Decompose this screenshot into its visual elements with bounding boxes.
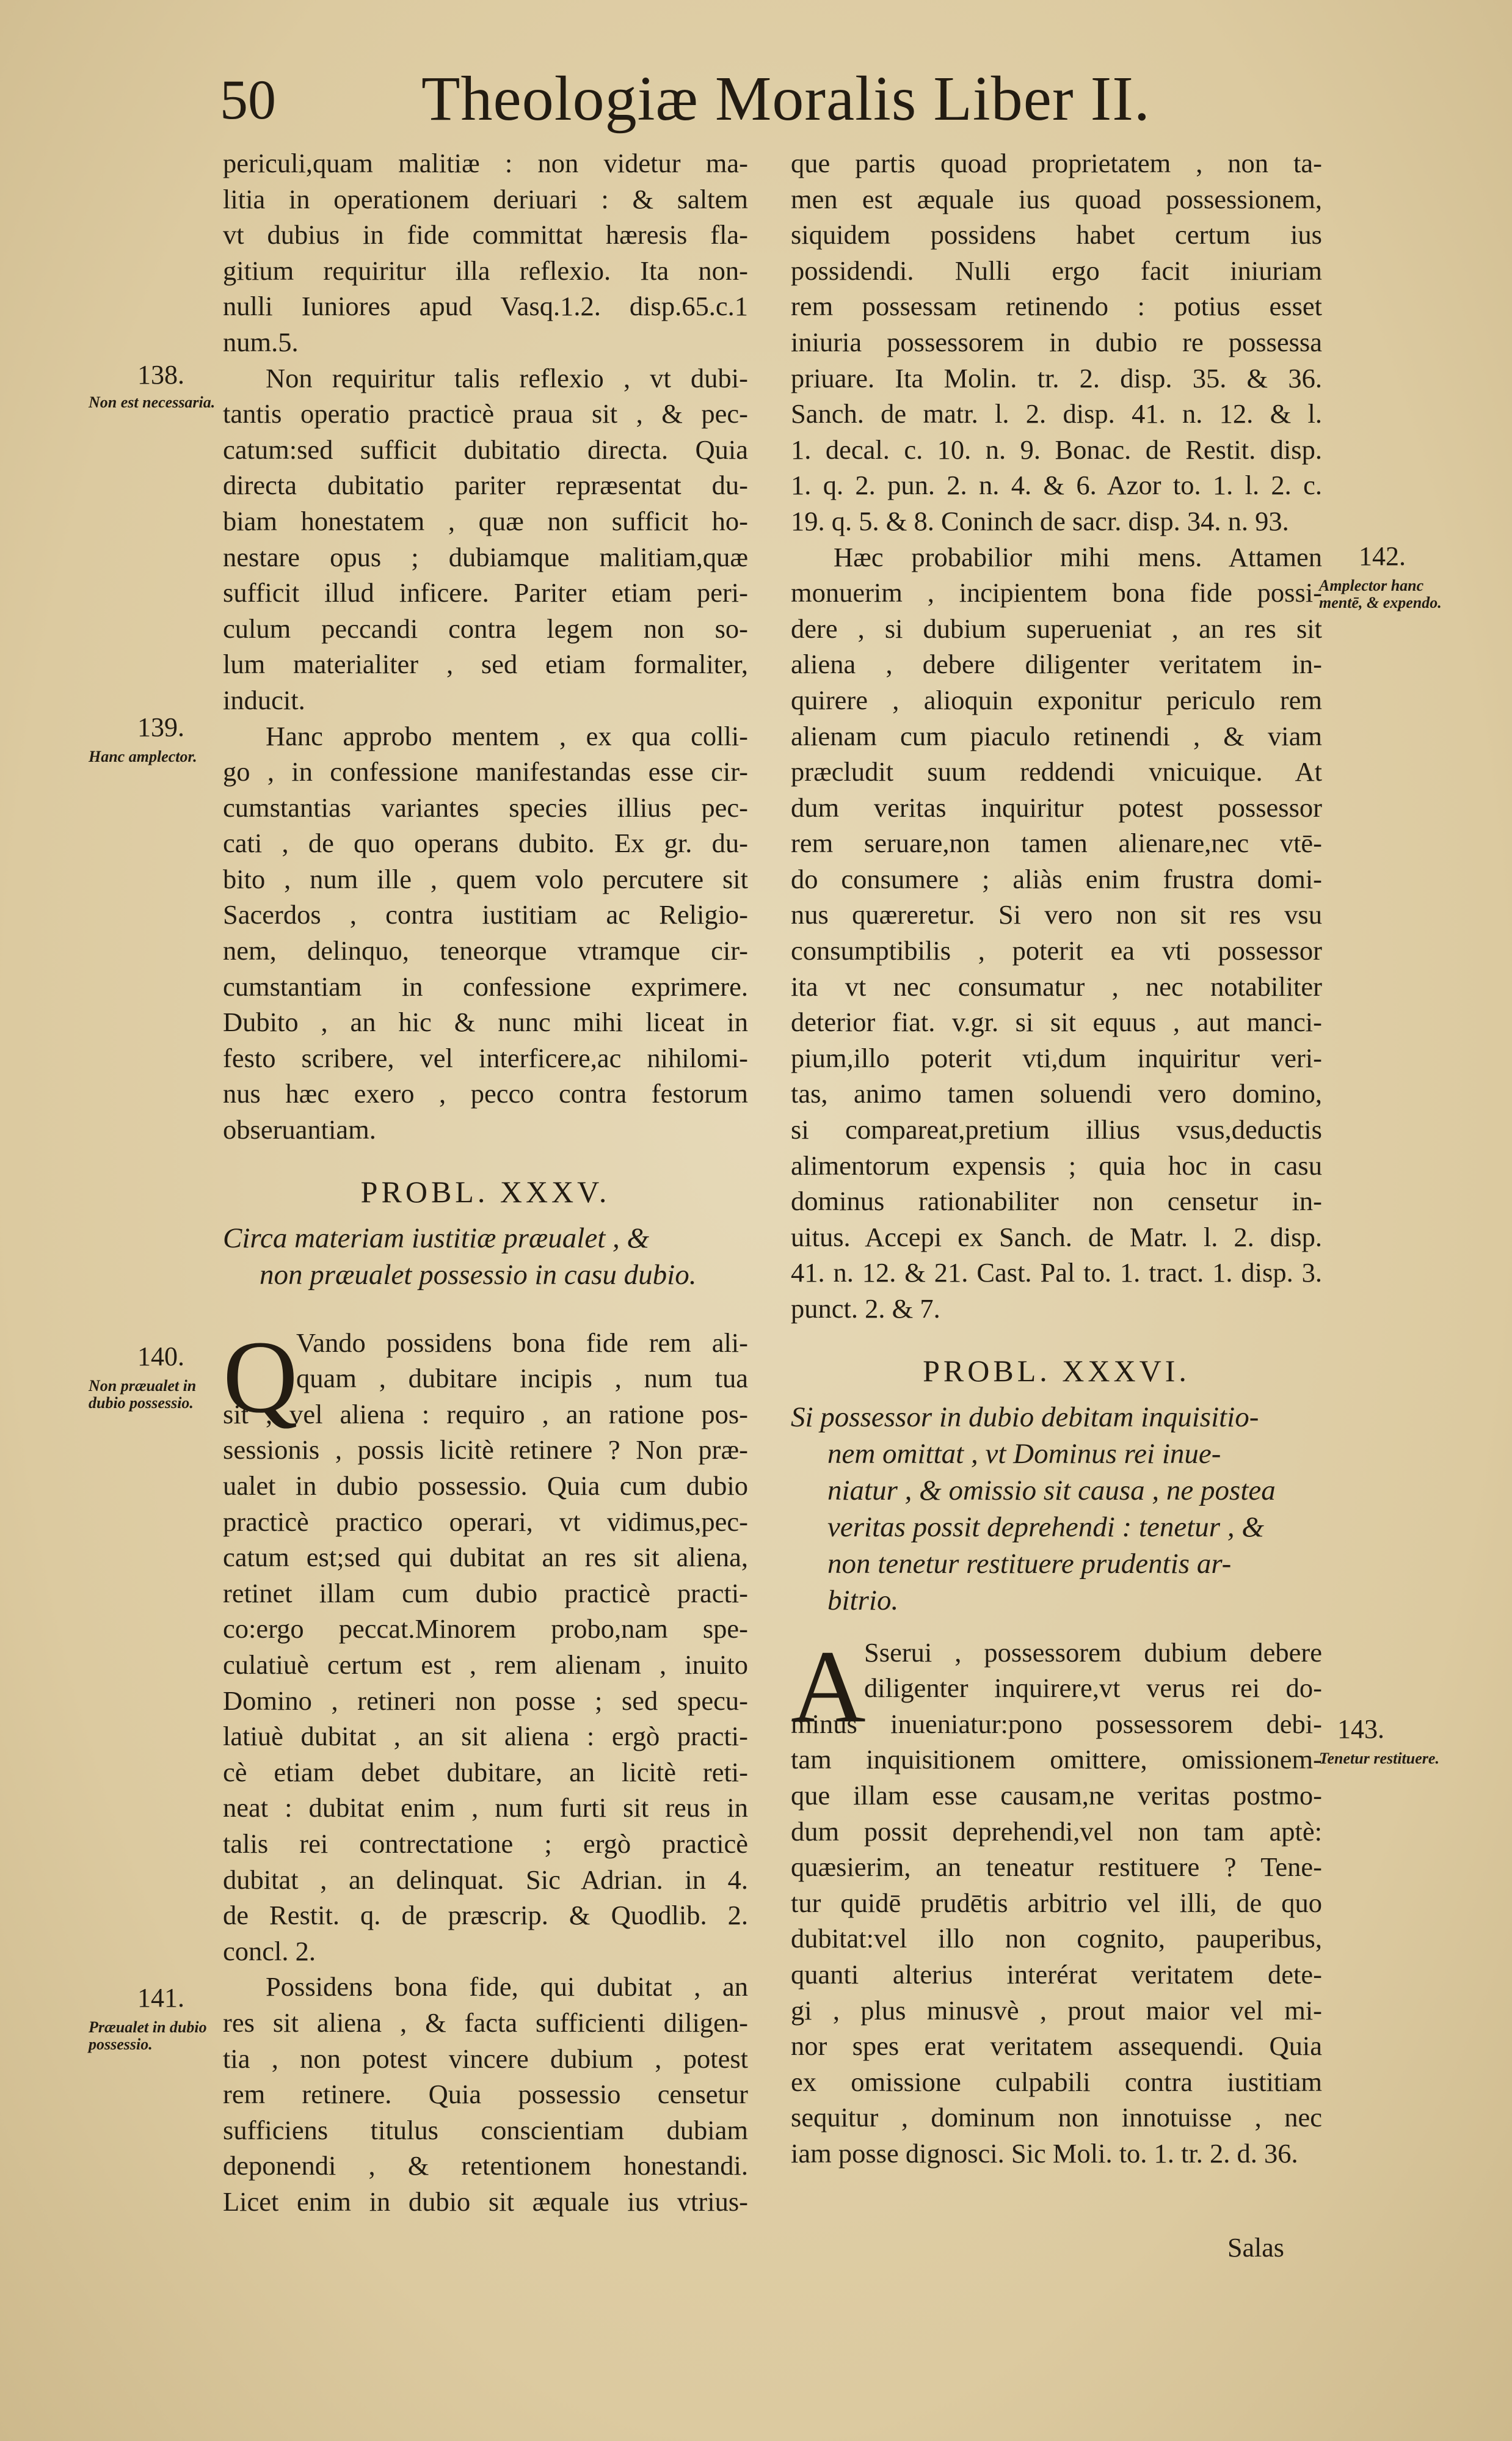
margin-number: 140. bbox=[137, 1341, 184, 1371]
text-line: Sserui , possessorem dubium debere bbox=[864, 1636, 1322, 1668]
text-line: punct. 2. & 7. bbox=[791, 1293, 940, 1324]
text-line: periculi,quam malitiæ : non videtur ma- bbox=[223, 148, 748, 178]
margin-number: 142. bbox=[1359, 541, 1406, 571]
text-line: aliena , debere diligenter veritatem in- bbox=[791, 649, 1322, 680]
text-line: gi , plus minusvè , prout maior vel mi- bbox=[791, 1994, 1322, 2026]
text-line: cumstantias variantes species illius pec- bbox=[223, 792, 748, 823]
text-line: tur quidē prudētis arbitrio vel illi, de quo bbox=[791, 1887, 1322, 1918]
left-column bbox=[223, 145, 748, 2219]
catchword: Salas bbox=[1227, 2233, 1284, 2263]
text-line: monuerim , incipientem bona fide possi- bbox=[791, 577, 1322, 608]
text-line: quæsierim, an teneatur restituere ? Tene- bbox=[791, 1852, 1322, 1883]
text-line: nulli Iuniores apud Vasq.1.2. disp.65.c.1 bbox=[223, 291, 748, 322]
text-line: alimentorum expensis ; quia hoc in casu bbox=[791, 1150, 1322, 1181]
margin-number: 138. bbox=[137, 360, 184, 390]
text-line: priuare. Ita Molin. tr. 2. disp. 35. & 36. bbox=[791, 362, 1322, 393]
text-line: dominus rationabiliter non censetur in- bbox=[791, 1186, 1322, 1217]
text-line: 19. q. 5. & 8. Coninch de sacr. disp. 34. n. 93. bbox=[791, 505, 1289, 536]
text-line: retinet illam cum dubio practicè practi- bbox=[223, 1577, 748, 1608]
text-line: nus quæreretur. Si vero non sit res vsu bbox=[791, 899, 1322, 930]
text-line: latiuè dubitat , an sit aliena : ergò practi- bbox=[223, 1721, 748, 1752]
text-line: dere , si dubium superueniat , an res sit bbox=[791, 613, 1322, 644]
text-line: iam posse dignosci. Sic Moli. to. 1. tr. 2. d. 36. bbox=[791, 2137, 1298, 2169]
text-line: cati , de quo operans dubito. Ex gr. du- bbox=[223, 828, 748, 859]
text-line: Licet enim in dubio sit æquale ius vtrius- bbox=[223, 2186, 748, 2217]
text-line: minus inueniatur:pono possessorem debi- bbox=[791, 1708, 1322, 1739]
text-line: sessionis , possis licitè retinere ? Non præ- bbox=[223, 1434, 748, 1465]
text-line: litia in operationem deriuari : & saltem bbox=[223, 183, 748, 214]
paragraph-143 bbox=[791, 1629, 1322, 2172]
text-line: dubitat , an delinquat. Sic Adrian. in 4. bbox=[223, 1864, 748, 1895]
text-line: Dubito , an hic & nunc mihi liceat in bbox=[223, 1007, 748, 1038]
text-line: uitus. Accepi ex Sanch. de Matr. l. 2. disp. bbox=[791, 1221, 1322, 1252]
text-line: sequitur , dominum non innotuisse , nec bbox=[791, 2102, 1322, 2133]
text-line: men est æquale ius quoad possessionem, bbox=[791, 183, 1322, 214]
text-line: dubitat:vel illo non cognito, pauperibus, bbox=[791, 1923, 1322, 1954]
paragraph-141 bbox=[223, 1969, 748, 2219]
text-line: 41. n. 12. & 21. Cast. Pal to. 1. tract. 1. disp. 3. bbox=[791, 1257, 1322, 1288]
text-line: 1. q. 2. pun. 2. n. 4. & 6. Azor to. 1. l. 2. c. bbox=[791, 470, 1322, 501]
text-line: catum est;sed qui dubitat an res sit aliena, bbox=[223, 1542, 748, 1573]
text-line: 1. decal. c. 10. n. 9. Bonac. de Restit. disp. bbox=[791, 434, 1322, 465]
text-line: Sacerdos , contra iustitiam ac Religio- bbox=[223, 899, 748, 930]
text-line: dum possit deprehendi,vel non tam aptè: bbox=[791, 1815, 1322, 1847]
text-line: rem retinere. Quia possessio censetur bbox=[223, 2079, 748, 2110]
text-line: gitium requiritur illa reflexio. Ita non- bbox=[223, 255, 748, 286]
text-line: tia , non potest vincere dubium , potest bbox=[223, 2043, 748, 2074]
problem-title-line: nem omittat , vt Dominus rei inue- bbox=[827, 1437, 1221, 1470]
text-line: diligenter inquirere,vt verus rei do- bbox=[864, 1673, 1322, 1704]
paragraph-142 bbox=[791, 539, 1322, 1327]
text-line: directa dubitatio pariter repræsentat du- bbox=[223, 470, 748, 501]
text-line: cè etiam debet dubitare, an licitè reti- bbox=[223, 1756, 748, 1787]
text-line: quanti alterius interérat veritatem dete- bbox=[791, 1958, 1322, 1990]
text-line: que partis quoad proprietatem , non ta- bbox=[791, 148, 1322, 178]
problem-title-line: Circa materiam iustitiæ præualet , & bbox=[223, 1222, 650, 1254]
text-line: catum:sed sufficit dubitatio directa. Quia bbox=[223, 434, 748, 465]
text-line: Non requiritur talis reflexio , vt dubi- bbox=[266, 362, 748, 393]
problem-title-line: non tenetur restituere prudentis ar- bbox=[827, 1547, 1232, 1580]
text-line: alienam cum piaculo retinendi , & viam bbox=[791, 720, 1322, 751]
paragraph-138 bbox=[223, 360, 748, 718]
text-line: Vando possidens bona fide rem ali- bbox=[296, 1327, 748, 1358]
text-line: quirere , alioquin exponitur periculo rem bbox=[791, 684, 1322, 715]
paragraph-139 bbox=[223, 718, 748, 1148]
drop-cap: A bbox=[791, 1629, 866, 1744]
text-line: Possidens bona fide, qui dubitat , an bbox=[266, 1971, 748, 2002]
text-line: tantis operatio practicè praua sit , & pec- bbox=[223, 398, 748, 429]
text-line: consumptibilis , poterit ea vti possessor bbox=[791, 935, 1322, 966]
text-line: nor spes erat veritatem assequendi. Quia bbox=[791, 2031, 1322, 2062]
text-line: nem, delinquo, teneorque vtramque cir- bbox=[223, 935, 748, 966]
text-line: nestare opus ; dubiamque malitiam,quæ bbox=[223, 541, 748, 572]
text-line: ex omissione culpabili contra iustitiam bbox=[791, 2066, 1322, 2097]
text-line: culatiuè certum est , rem alienam , inuito bbox=[223, 1649, 748, 1680]
running-title: Theologiæ Moralis Liber II. bbox=[421, 64, 1150, 134]
problem-heading: PROBL. XXXV. bbox=[360, 1174, 611, 1209]
margin-note: Tenetur restituere. bbox=[1319, 1750, 1439, 1767]
text-line: Sanch. de matr. l. 2. disp. 41. n. 12. & l. bbox=[791, 398, 1322, 429]
margin-note: Non est necessaria. bbox=[89, 393, 216, 411]
text-line: iniuria possessorem in dubio re possessa bbox=[791, 326, 1322, 357]
text-line: go , in confessione manifestandas esse cir- bbox=[223, 756, 748, 787]
margin-note: Præualet in dubio possessio. bbox=[89, 2018, 207, 2053]
text-line: tam inquisitionem omittere, omissionem- bbox=[791, 1744, 1322, 1775]
text-line: culum peccandi contra legem non so- bbox=[223, 613, 748, 644]
text-line: que illam esse causam,ne veritas postmo- bbox=[791, 1779, 1322, 1811]
text-line: sit , vel aliena : requiro , an ratione pos- bbox=[223, 1398, 748, 1429]
text-line: co:ergo peccat.Minorem probo,nam spe- bbox=[223, 1613, 748, 1644]
text-line: nus hæc exero , pecco contra festorum bbox=[223, 1078, 748, 1109]
text-line: Hæc probabilior mihi mens. Attamen bbox=[834, 541, 1322, 572]
text-line: talis rei contrectatione ; ergò practicè bbox=[223, 1828, 748, 1859]
page-number: 50 bbox=[220, 68, 276, 131]
text-line: de Restit. q. de præscrip. & Quodlib. 2. bbox=[223, 1900, 748, 1931]
text-line: biam honestatem , quæ non sufficit ho- bbox=[223, 505, 748, 536]
text-line: deponendi , & retentionem honestandi. bbox=[223, 2150, 748, 2181]
text-line: obseruantiam. bbox=[223, 1114, 376, 1145]
text-line: Hanc approbo mentem , ex qua colli- bbox=[266, 720, 748, 751]
text-line: ualet in dubio possessio. Quia cum dubio bbox=[223, 1470, 748, 1501]
margin-number: 141. bbox=[137, 1983, 184, 2013]
problem-title-line: niatur , & omissio sit causa , ne postea bbox=[827, 1474, 1276, 1506]
text-line: deterior fiat. v.gr. si sit equus , aut manci- bbox=[791, 1007, 1322, 1038]
text-line: sufficiens titulus conscientiam dubiam bbox=[223, 2114, 748, 2145]
text-line: bito , num ille , quem volo percutere sit bbox=[223, 863, 748, 894]
text-line: sufficit illud inficere. Pariter etiam peri- bbox=[223, 577, 748, 608]
text-line: vt dubius in fide committat hæresis fla- bbox=[223, 219, 748, 250]
problem-title-line: Si possessor in dubio debitam inquisitio- bbox=[791, 1401, 1259, 1433]
text-line: cumstantiam in confessione exprimere. bbox=[223, 971, 748, 1002]
margin-note: Non præualet in dubio possessio. bbox=[89, 1377, 197, 1412]
text-line: neat : dubitat enim , num furti sit reus in bbox=[223, 1792, 748, 1823]
problem-title-line: bitrio. bbox=[827, 1584, 899, 1616]
drop-cap: Q bbox=[223, 1319, 298, 1434]
text-line: quam , dubitare incipis , num tua bbox=[296, 1363, 748, 1394]
margin-number: 139. bbox=[137, 712, 184, 742]
text-line: dum veritas inquiritur potest possessor bbox=[791, 792, 1322, 823]
margin-number: 143. bbox=[1337, 1714, 1384, 1744]
text-line: festo scribere, vel interficere,ac nihilomi- bbox=[223, 1042, 748, 1073]
problem-title-line: veritas possit deprehendi : tenetur , & bbox=[827, 1511, 1264, 1543]
text-line: rem possessam retinendo : potius esset bbox=[791, 291, 1322, 322]
paragraph-continued bbox=[791, 145, 1322, 539]
text-line: possidendi. Nulli ergo facit iniuriam bbox=[791, 255, 1322, 286]
intro-paragraph bbox=[223, 145, 748, 360]
text-line: inducit. bbox=[223, 684, 305, 715]
text-line: rem seruare,non tamen alienare,nec vtē- bbox=[791, 828, 1322, 859]
margin-note: Hanc amplector. bbox=[89, 748, 197, 765]
problem-title-line: non præualet possessio in casu dubio. bbox=[260, 1258, 697, 1291]
text-line: num.5. bbox=[223, 326, 299, 357]
text-line: ita vt nec consumatur , nec notabiliter bbox=[791, 971, 1322, 1002]
text-line: concl. 2. bbox=[223, 1935, 316, 1966]
text-line: tas, animo tamen soluendi vero domino, bbox=[791, 1078, 1322, 1109]
text-line: do consumere ; aliàs enim frustra domi- bbox=[791, 863, 1322, 894]
problem-heading: PROBL. XXXVI. bbox=[923, 1353, 1190, 1388]
text-line: siquidem possidens habet certum ius bbox=[791, 219, 1322, 250]
right-column bbox=[791, 145, 1322, 2172]
text-line: res sit aliena , & facta sufficienti diligen- bbox=[223, 2007, 748, 2038]
text-line: præcludit suum reddendi vnicuique. At bbox=[791, 756, 1322, 787]
margin-note: Amplector hanc mentē, & expendo. bbox=[1319, 577, 1442, 611]
text-line: lum materialiter , sed etiam formaliter, bbox=[223, 649, 748, 680]
text-line: pium,illo poterit vti,dum inquiritur veri- bbox=[791, 1042, 1322, 1073]
text-line: si compareat,pretium illius vsus,deductis bbox=[791, 1114, 1322, 1145]
paragraph-140 bbox=[223, 1319, 748, 1969]
text-line: practicè practico operari, vt vidimus,pec- bbox=[223, 1506, 748, 1537]
text-line: Domino , retineri non posse ; sed specu- bbox=[223, 1685, 748, 1716]
